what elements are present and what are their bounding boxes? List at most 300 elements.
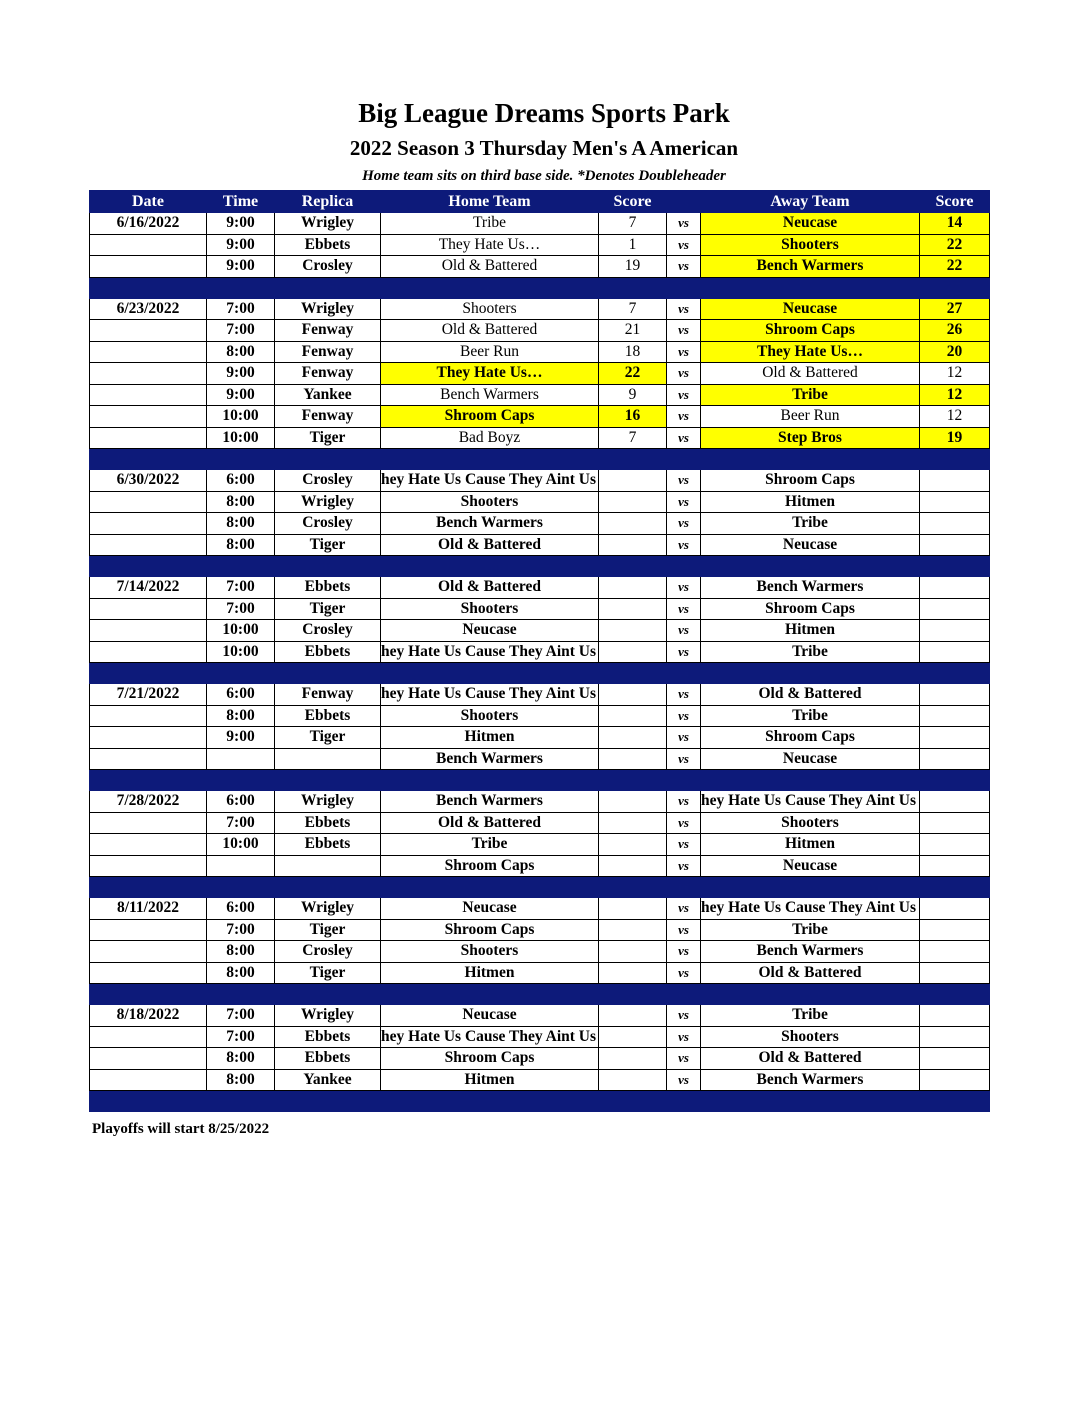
table-row [90, 641, 990, 663]
away-team-cell: Bench Warmers [701, 577, 920, 599]
separator-cell [90, 984, 207, 1005]
away-score-cell: 22 [920, 256, 990, 278]
replica-cell: Tiger [275, 534, 381, 556]
away-team-cell: Tribe [701, 1005, 920, 1027]
separator-cell [667, 556, 701, 577]
replica-cell: Wrigley [275, 791, 381, 813]
away-score-cell [920, 727, 990, 749]
separator-cell [381, 984, 599, 1005]
home-score-cell [599, 1005, 667, 1027]
away-score-cell [920, 834, 990, 856]
schedule-note: Home team sits on third base side. *Denotes Doubleheader [362, 168, 726, 184]
away-score-cell [920, 1069, 990, 1091]
time-cell: 10:00 [207, 834, 275, 856]
replica-cell: Fenway [275, 684, 381, 706]
home-team-cell: Old & Battered [381, 320, 599, 342]
away-score-cell [920, 1026, 990, 1048]
away-team-cell: Shooters [701, 234, 920, 256]
week-separator-row [90, 1091, 990, 1112]
home-team-cell: Shroom Caps [381, 406, 599, 428]
separator-cell [920, 663, 990, 684]
away-team-cell: Neucase [701, 748, 920, 770]
table-row [90, 298, 990, 320]
date-cell [90, 748, 207, 770]
table-row [90, 1048, 990, 1070]
separator-cell [920, 449, 990, 470]
vs-cell: vs [667, 384, 701, 406]
away-team-cell: Neucase [701, 855, 920, 877]
away-team-cell: Shroom Caps [701, 598, 920, 620]
separator-cell [701, 877, 920, 898]
separator-cell [381, 877, 599, 898]
separator-cell [275, 449, 381, 470]
date-cell [90, 641, 207, 663]
away-score-cell [920, 1048, 990, 1070]
vs-cell: vs [667, 941, 701, 963]
vs-cell: vs [667, 962, 701, 984]
vs-cell: vs [667, 620, 701, 642]
home-team-cell: hey Hate Us Cause They Aint Us [381, 641, 599, 663]
away-team-cell: Tribe [701, 384, 920, 406]
separator-cell [90, 556, 207, 577]
home-score-cell [599, 534, 667, 556]
home-team-cell: Old & Battered [381, 812, 599, 834]
separator-cell [599, 1091, 667, 1112]
away-team-cell: Tribe [701, 641, 920, 663]
time-cell: 10:00 [207, 641, 275, 663]
time-cell: 10:00 [207, 620, 275, 642]
home-score-cell [599, 470, 667, 492]
away-score-cell [920, 919, 990, 941]
table-row [90, 1026, 990, 1048]
vs-cell: vs [667, 363, 701, 385]
date-cell [90, 363, 207, 385]
home-team-cell: Tribe [381, 834, 599, 856]
home-team-cell: Neucase [381, 620, 599, 642]
away-team-cell: Neucase [701, 534, 920, 556]
away-team-cell: Hitmen [701, 834, 920, 856]
home-score-cell [599, 748, 667, 770]
away-score-cell [920, 705, 990, 727]
home-team-cell: Shooters [381, 941, 599, 963]
replica-cell: Wrigley [275, 491, 381, 513]
replica-cell: Wrigley [275, 898, 381, 920]
home-team-cell: hey Hate Us Cause They Aint Us [381, 684, 599, 706]
table-header-row [90, 191, 990, 213]
home-team-cell: Bad Boyz [381, 427, 599, 449]
replica-cell: Tiger [275, 962, 381, 984]
away-team-cell: Hitmen [701, 620, 920, 642]
replica-cell: Fenway [275, 363, 381, 385]
vs-cell: vs [667, 256, 701, 278]
date-cell: 7/21/2022 [90, 684, 207, 706]
col-header-home-team: Home Team [381, 191, 599, 213]
date-cell [90, 256, 207, 278]
separator-cell [920, 984, 990, 1005]
separator-cell [275, 984, 381, 1005]
date-cell [90, 406, 207, 428]
home-score-cell: 22 [599, 363, 667, 385]
table-row [90, 470, 990, 492]
col-header-time: Time [207, 191, 275, 213]
replica-cell [275, 748, 381, 770]
separator-cell [381, 770, 599, 791]
away-team-cell: Shooters [701, 1026, 920, 1048]
separator-cell [599, 556, 667, 577]
vs-cell: vs [667, 748, 701, 770]
away-score-cell [920, 791, 990, 813]
table-row [90, 384, 990, 406]
separator-cell [207, 556, 275, 577]
separator-cell [599, 877, 667, 898]
vs-cell: vs [667, 598, 701, 620]
table-row [90, 256, 990, 278]
away-team-cell: Tribe [701, 513, 920, 535]
separator-cell [207, 1091, 275, 1112]
away-team-cell: Bench Warmers [701, 1069, 920, 1091]
away-score-cell [920, 513, 990, 535]
date-cell [90, 962, 207, 984]
time-cell: 8:00 [207, 1048, 275, 1070]
home-score-cell [599, 834, 667, 856]
table-row [90, 855, 990, 877]
time-cell: 9:00 [207, 384, 275, 406]
separator-cell [207, 449, 275, 470]
date-cell [90, 320, 207, 342]
away-team-cell: Old & Battered [701, 684, 920, 706]
vs-cell: vs [667, 1026, 701, 1048]
separator-cell [701, 984, 920, 1005]
home-team-cell: Beer Run [381, 341, 599, 363]
home-team-cell: They Hate Us… [381, 363, 599, 385]
date-cell [90, 341, 207, 363]
date-cell: 6/23/2022 [90, 298, 207, 320]
home-score-cell [599, 1069, 667, 1091]
table-row [90, 834, 990, 856]
date-cell [90, 1048, 207, 1070]
replica-cell: Crosley [275, 256, 381, 278]
date-cell [90, 1026, 207, 1048]
separator-cell [701, 770, 920, 791]
separator-cell [275, 277, 381, 298]
vs-cell: vs [667, 427, 701, 449]
separator-cell [667, 877, 701, 898]
time-cell: 9:00 [207, 727, 275, 749]
replica-cell: Ebbets [275, 812, 381, 834]
away-team-cell: Tribe [701, 919, 920, 941]
date-cell [90, 855, 207, 877]
week-separator-row [90, 770, 990, 791]
replica-cell: Wrigley [275, 298, 381, 320]
away-team-cell: Old & Battered [701, 363, 920, 385]
time-cell: 7:00 [207, 919, 275, 941]
away-team-cell: They Hate Us… [701, 341, 920, 363]
time-cell: 8:00 [207, 534, 275, 556]
home-score-cell: 16 [599, 406, 667, 428]
separator-cell [920, 556, 990, 577]
vs-cell: vs [667, 791, 701, 813]
replica-cell: Crosley [275, 513, 381, 535]
away-score-cell: 27 [920, 298, 990, 320]
vs-cell: vs [667, 1005, 701, 1027]
separator-cell [599, 770, 667, 791]
separator-cell [90, 663, 207, 684]
away-score-cell: 12 [920, 363, 990, 385]
replica-cell: Wrigley [275, 213, 381, 235]
table-row [90, 598, 990, 620]
page-subtitle: 2022 Season 3 Thursday Men's A American [349, 136, 739, 160]
separator-cell [667, 1091, 701, 1112]
date-cell [90, 620, 207, 642]
separator-cell [701, 449, 920, 470]
time-cell: 8:00 [207, 1069, 275, 1091]
time-cell: 9:00 [207, 234, 275, 256]
time-cell: 6:00 [207, 791, 275, 813]
separator-cell [701, 556, 920, 577]
date-cell [90, 384, 207, 406]
away-score-cell [920, 898, 990, 920]
table-row [90, 620, 990, 642]
home-score-cell: 1 [599, 234, 667, 256]
table-row [90, 427, 990, 449]
home-score-cell [599, 727, 667, 749]
time-cell: 8:00 [207, 941, 275, 963]
time-cell: 8:00 [207, 705, 275, 727]
vs-cell: vs [667, 812, 701, 834]
table-row [90, 705, 990, 727]
date-cell [90, 705, 207, 727]
vs-cell: vs [667, 1069, 701, 1091]
vs-cell: vs [667, 577, 701, 599]
home-score-cell: 7 [599, 298, 667, 320]
time-cell: 7:00 [207, 320, 275, 342]
separator-cell [599, 663, 667, 684]
home-team-cell: Bench Warmers [381, 748, 599, 770]
home-score-cell [599, 791, 667, 813]
home-score-cell: 18 [599, 341, 667, 363]
away-team-cell: Old & Battered [701, 1048, 920, 1070]
home-team-cell: Hitmen [381, 962, 599, 984]
table-row [90, 406, 990, 428]
replica-cell: Crosley [275, 941, 381, 963]
date-cell [90, 598, 207, 620]
home-team-cell: Shooters [381, 298, 599, 320]
separator-cell [920, 877, 990, 898]
home-score-cell [599, 491, 667, 513]
col-header-replica: Replica [275, 191, 381, 213]
away-score-cell: 26 [920, 320, 990, 342]
away-team-cell: Tribe [701, 705, 920, 727]
table-row [90, 234, 990, 256]
home-score-cell [599, 513, 667, 535]
home-team-cell: hey Hate Us Cause They Aint Us [381, 470, 599, 492]
separator-cell [667, 770, 701, 791]
home-team-cell: Shroom Caps [381, 919, 599, 941]
vs-cell: vs [667, 298, 701, 320]
away-team-cell: Shroom Caps [701, 320, 920, 342]
time-cell [207, 748, 275, 770]
away-score-cell [920, 470, 990, 492]
home-team-cell: Bench Warmers [381, 384, 599, 406]
vs-cell: vs [667, 834, 701, 856]
home-score-cell [599, 941, 667, 963]
week-separator-row [90, 984, 990, 1005]
vs-cell: vs [667, 684, 701, 706]
away-score-cell [920, 491, 990, 513]
home-team-cell: Old & Battered [381, 534, 599, 556]
table-row [90, 513, 990, 535]
table-row [90, 1005, 990, 1027]
table-row [90, 577, 990, 599]
away-team-cell: Hitmen [701, 491, 920, 513]
date-cell: 7/28/2022 [90, 791, 207, 813]
home-team-cell: Tribe [381, 213, 599, 235]
separator-cell [667, 277, 701, 298]
time-cell: 10:00 [207, 406, 275, 428]
home-score-cell [599, 1048, 667, 1070]
date-cell [90, 491, 207, 513]
time-cell: 8:00 [207, 513, 275, 535]
date-cell [90, 534, 207, 556]
replica-cell: Yankee [275, 384, 381, 406]
separator-cell [701, 1091, 920, 1112]
home-score-cell [599, 962, 667, 984]
away-score-cell [920, 684, 990, 706]
table-row [90, 684, 990, 706]
page-title: Big League Dreams Sports Park [358, 98, 730, 128]
date-cell: 6/16/2022 [90, 213, 207, 235]
home-team-cell: Hitmen [381, 1069, 599, 1091]
table-row [90, 320, 990, 342]
replica-cell: Ebbets [275, 641, 381, 663]
date-cell [90, 234, 207, 256]
separator-cell [207, 877, 275, 898]
date-cell [90, 513, 207, 535]
replica-cell: Tiger [275, 727, 381, 749]
away-team-cell: Shroom Caps [701, 470, 920, 492]
date-cell [90, 427, 207, 449]
replica-cell: Fenway [275, 320, 381, 342]
home-score-cell: 7 [599, 427, 667, 449]
home-score-cell: 9 [599, 384, 667, 406]
replica-cell: Ebbets [275, 577, 381, 599]
vs-cell: vs [667, 406, 701, 428]
home-score-cell: 21 [599, 320, 667, 342]
vs-cell: vs [667, 919, 701, 941]
separator-cell [667, 663, 701, 684]
away-team-cell: Neucase [701, 213, 920, 235]
date-cell [90, 1069, 207, 1091]
separator-cell [381, 449, 599, 470]
away-score-cell: 22 [920, 234, 990, 256]
home-score-cell [599, 684, 667, 706]
replica-cell: Tiger [275, 919, 381, 941]
away-score-cell: 20 [920, 341, 990, 363]
time-cell [207, 855, 275, 877]
away-score-cell [920, 577, 990, 599]
vs-cell: vs [667, 1048, 701, 1070]
separator-cell [381, 663, 599, 684]
away-score-cell: 12 [920, 384, 990, 406]
separator-cell [275, 770, 381, 791]
week-separator-row [90, 449, 990, 470]
vs-cell: vs [667, 513, 701, 535]
time-cell: 9:00 [207, 213, 275, 235]
separator-cell [381, 1091, 599, 1112]
time-cell: 7:00 [207, 1005, 275, 1027]
separator-cell [701, 277, 920, 298]
away-team-cell: Bench Warmers [701, 941, 920, 963]
home-score-cell [599, 919, 667, 941]
vs-cell: vs [667, 705, 701, 727]
away-score-cell: 14 [920, 213, 990, 235]
time-cell: 6:00 [207, 898, 275, 920]
table-row [90, 898, 990, 920]
vs-cell: vs [667, 341, 701, 363]
time-cell: 7:00 [207, 577, 275, 599]
away-score-cell [920, 748, 990, 770]
time-cell: 9:00 [207, 363, 275, 385]
away-score-cell [920, 620, 990, 642]
vs-cell: vs [667, 534, 701, 556]
table-row [90, 727, 990, 749]
home-team-cell: Neucase [381, 1005, 599, 1027]
away-team-cell: Shroom Caps [701, 727, 920, 749]
away-score-cell [920, 534, 990, 556]
vs-cell: vs [667, 320, 701, 342]
replica-cell [275, 855, 381, 877]
time-cell: 8:00 [207, 962, 275, 984]
away-score-cell [920, 1005, 990, 1027]
separator-cell [275, 877, 381, 898]
separator-cell [90, 770, 207, 791]
separator-cell [90, 1091, 207, 1112]
home-team-cell: Shroom Caps [381, 855, 599, 877]
home-score-cell [599, 598, 667, 620]
time-cell: 10:00 [207, 427, 275, 449]
home-score-cell: 19 [599, 256, 667, 278]
vs-cell: vs [667, 898, 701, 920]
away-team-cell: Shooters [701, 812, 920, 834]
home-score-cell [599, 1026, 667, 1048]
away-team-cell: Neucase [701, 298, 920, 320]
away-score-cell: 12 [920, 406, 990, 428]
separator-cell [667, 449, 701, 470]
table-row [90, 941, 990, 963]
table-row [90, 341, 990, 363]
replica-cell: Ebbets [275, 1048, 381, 1070]
replica-cell: Fenway [275, 406, 381, 428]
time-cell: 6:00 [207, 684, 275, 706]
schedule-table [89, 190, 990, 1112]
away-score-cell: 19 [920, 427, 990, 449]
home-team-cell: Bench Warmers [381, 791, 599, 813]
col-header-away-score: Score [920, 191, 990, 213]
away-team-cell: Beer Run [701, 406, 920, 428]
table-row [90, 919, 990, 941]
away-score-cell [920, 941, 990, 963]
home-team-cell: Bench Warmers [381, 513, 599, 535]
away-score-cell [920, 962, 990, 984]
away-team-cell: Step Bros [701, 427, 920, 449]
home-score-cell [599, 812, 667, 834]
table-row [90, 491, 990, 513]
date-cell [90, 919, 207, 941]
separator-cell [599, 277, 667, 298]
date-cell: 6/30/2022 [90, 470, 207, 492]
table-row [90, 213, 990, 235]
home-team-cell: Shooters [381, 598, 599, 620]
